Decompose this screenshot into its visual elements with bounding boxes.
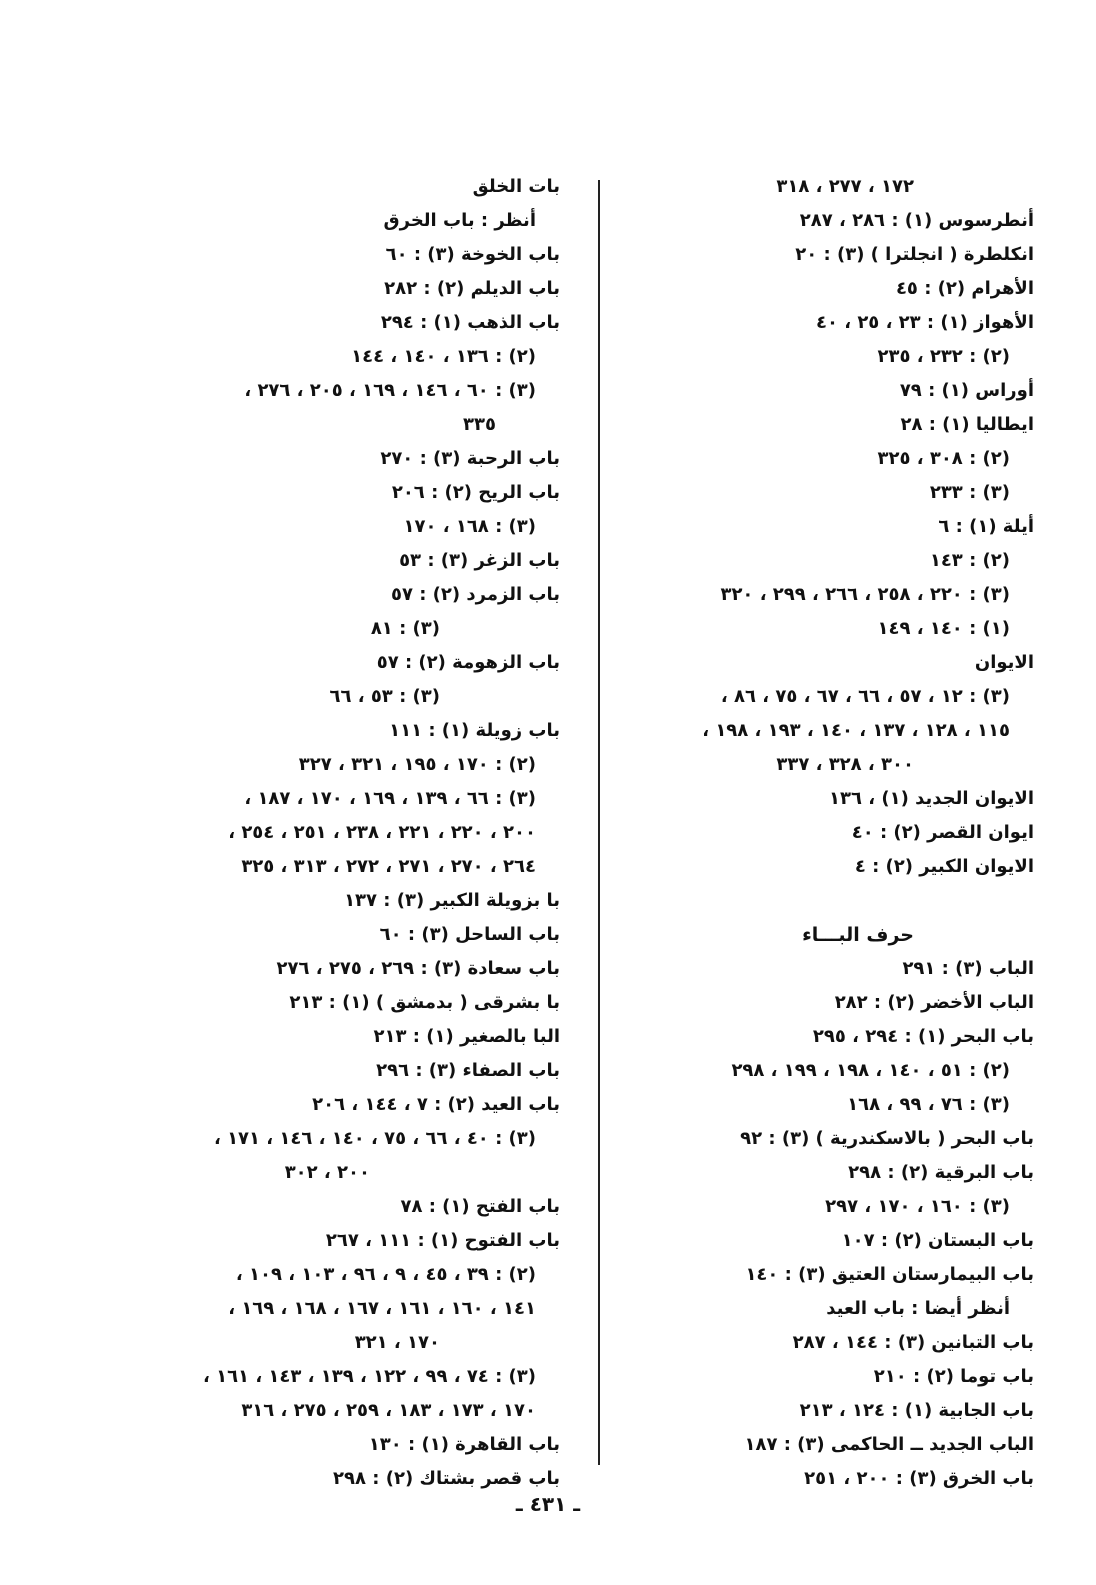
index-line: الباب (٣) : ٢٩١ xyxy=(902,958,1034,979)
index-line: ٢٦٤ ، ٢٧٠ ، ٢٧١ ، ٢٧٢ ، ٣١٣ ، ٣٢٥ xyxy=(241,856,536,877)
index-line: ١١٥ ، ١٢٨ ، ١٣٧ ، ١٤٠ ، ١٩٣ ، ١٩٨ ، xyxy=(702,720,1010,741)
index-line: أنطرسوس (١) : ٢٨٦ ، ٢٨٧ xyxy=(799,210,1034,231)
index-line: (٣) : ٢٢٠ ، ٢٥٨ ، ٢٦٦ ، ٢٩٩ ، ٣٢٠ xyxy=(720,584,1010,605)
index-line: (٣) : ١٦٠ ، ١٧٠ ، ٢٩٧ xyxy=(825,1196,1010,1217)
left-index-column xyxy=(120,170,560,1496)
index-line: ايطاليا (١) : ٢٨ xyxy=(900,414,1034,435)
index-line: (٢) : ١٧٠ ، ١٩٥ ، ٣٢١ ، ٣٢٧ xyxy=(298,754,536,775)
index-line: ايوان القصر (٢) : ٤٠ xyxy=(851,822,1034,843)
index-line: ٢٠٠ ، ٣٠٢ xyxy=(284,1162,370,1183)
index-line: ١٧٠ ، ٣٢١ xyxy=(354,1332,440,1353)
index-line: (٣) : ٢٣٣ xyxy=(929,482,1010,503)
index-line: (٣) : ٦٦ ، ١٣٩ ، ١٦٩ ، ١٧٠ ، ١٨٧ ، xyxy=(244,788,536,809)
index-line: الايوان الجديد (١) ، ١٣٦ xyxy=(829,788,1034,809)
index-line: (١) : ١٤٠ ، ١٤٩ xyxy=(877,618,1010,639)
index-line: (٣) : ٧٤ ، ٩٩ ، ١٢٢ ، ١٣٩ ، ١٤٣ ، ١٦١ ، xyxy=(202,1366,536,1387)
index-line: باب الساحل (٣) : ٦٠ xyxy=(379,924,560,945)
index-line: باب البرقية (٢) : ٢٩٨ xyxy=(848,1162,1034,1183)
index-line: باب الصفاء (٣) : ٢٩٦ xyxy=(376,1060,560,1081)
page-number: ـ ٤٣١ ـ xyxy=(515,1492,581,1516)
index-line: باب الزهومة (٢) : ٥٧ xyxy=(376,652,560,673)
index-line: ٣٠٠ ، ٣٢٨ ، ٣٣٧ xyxy=(776,754,914,775)
section-heading: حرف البـــاء xyxy=(802,924,914,946)
right-entries-before-heading xyxy=(574,170,1034,884)
column-divider xyxy=(598,180,600,1465)
index-line: أنظر أيضا : باب العيد xyxy=(826,1298,1010,1319)
index-line: بات الخلق xyxy=(472,176,560,197)
index-line: باب سعادة (٣) : ٢٦٩ ، ٢٧٥ ، ٢٧٦ xyxy=(276,958,560,979)
index-line: باب البحر ( بالاسكندرية ) (٣) : ٩٢ xyxy=(740,1128,1034,1149)
index-line: باب الذهب (١) : ٢٩٤ xyxy=(380,312,560,333)
index-line: ١٧٢ ، ٢٧٧ ، ٣١٨ xyxy=(776,176,914,197)
index-line: (٣) : ٦٠ ، ١٤٦ ، ١٦٩ ، ٢٠٥ ، ٢٧٦ ، xyxy=(244,380,536,401)
index-line: (٣) : ٨١ xyxy=(370,618,440,639)
index-line: باب الخرق (٣) : ٢٠٠ ، ٢٥١ xyxy=(804,1468,1034,1489)
index-line: باب البحر (١) : ٢٩٤ ، ٢٩٥ xyxy=(812,1026,1034,1047)
index-line: باب الخوخة (٣) : ٦٠ xyxy=(385,244,560,265)
index-line: أوراس (١) : ٧٩ xyxy=(899,380,1034,401)
index-line: باب البيمارستان العتيق (٣) : ١٤٠ xyxy=(745,1264,1034,1285)
index-line: ٣٣٥ xyxy=(463,414,496,435)
index-line: باب البستان (٢) : ١٠٧ xyxy=(841,1230,1034,1251)
index-line: الأهواز (١) : ٢٣ ، ٢٥ ، ٤٠ xyxy=(815,312,1034,333)
index-line: (٢) : ٥١ ، ١٤٠ ، ١٩٨ ، ١٩٩ ، ٢٩٨ xyxy=(731,1060,1010,1081)
left-entries xyxy=(120,170,560,1496)
index-line: باب الفتح (١) : ٧٨ xyxy=(400,1196,560,1217)
index-line: باب التبانين (٣) : ١٤٤ ، ٢٨٧ xyxy=(792,1332,1034,1353)
index-line: (٢) : ٣٩ ، ٤٥ ، ٩ ، ٩٦ ، ١٠٣ ، ١٠٩ ، xyxy=(235,1264,536,1285)
index-line: أنظر : باب الخرق xyxy=(383,210,536,231)
index-line: الباب الأخضر (٢) : ٢٨٢ xyxy=(834,992,1034,1013)
index-line: باب الجابية (١) : ١٢٤ ، ٢١٣ xyxy=(799,1400,1034,1421)
index-line: أيلة (١) : ٦ xyxy=(938,516,1034,537)
index-line: باب الديلم (٢) : ٢٨٢ xyxy=(384,278,560,299)
index-line: (٢) : ٢٣٢ ، ٢٣٥ xyxy=(877,346,1010,367)
index-line: الباب الجديد ــ الحاكمى (٣) : ١٨٧ xyxy=(744,1434,1034,1455)
index-line: باب القاهرة (١) : ١٣٠ xyxy=(368,1434,560,1455)
index-line: ٢٠٠ ، ٢٢٠ ، ٢٢١ ، ٢٣٨ ، ٢٥١ ، ٢٥٤ ، xyxy=(228,822,536,843)
index-line: باب قصر بشتاك (٢) : ٢٩٨ xyxy=(333,1468,560,1489)
index-line: الأهرام (٢) : ٤٥ xyxy=(895,278,1034,299)
index-line: (٢) : ١٣٦ ، ١٤٠ ، ١٤٤ xyxy=(351,346,536,367)
index-line: باب توما (٢) : ٢١٠ xyxy=(873,1366,1034,1387)
index-line: (٢) : ١٤٣ xyxy=(929,550,1010,571)
index-line: باب الزمرد (٢) : ٥٧ xyxy=(390,584,560,605)
index-line: با بزويلة الكبير (٣) : ١٣٧ xyxy=(344,890,560,911)
index-line: انكلطرة ( انجلترا ) (٣) : ٢٠ xyxy=(795,244,1034,265)
index-line: با بشرقى ( بدمشق ) (١) : ٢١٣ xyxy=(289,992,560,1013)
index-line: الايوان xyxy=(974,652,1034,673)
index-line: (٢) : ٣٠٨ ، ٣٢٥ xyxy=(877,448,1010,469)
index-line: باب الزغر (٣) : ٥٣ xyxy=(399,550,560,571)
index-line: الايوان الكبير (٢) : ٤ xyxy=(854,856,1034,877)
index-line: باب الرحبة (٣) : ٢٧٠ xyxy=(380,448,560,469)
index-line: باب العيد (٢) : ٧ ، ١٤٤ ، ٢٠٦ xyxy=(312,1094,560,1115)
index-line: ١٤١ ، ١٦٠ ، ١٦١ ، ١٦٧ ، ١٦٨ ، ١٦٩ ، xyxy=(228,1298,536,1319)
right-index-column xyxy=(574,170,1034,1496)
index-line: البا بالصغير (١) : ٢١٣ xyxy=(373,1026,560,1047)
index-line: باب الفتوح (١) : ١١١ ، ٢٦٧ xyxy=(325,1230,560,1251)
index-line: (٣) : ٥٣ ، ٦٦ xyxy=(329,686,440,707)
index-line: (٣) : ١٢ ، ٥٧ ، ٦٦ ، ٦٧ ، ٧٥ ، ٨٦ ، xyxy=(720,686,1010,707)
right-entries-after-heading xyxy=(574,952,1034,1496)
index-line: (٣) : ١٦٨ ، ١٧٠ xyxy=(403,516,536,537)
index-line: (٣) : ٤٠ ، ٦٦ ، ٧٥ ، ١٤٠ ، ١٤٦ ، ١٧١ ، xyxy=(213,1128,536,1149)
index-line: باب زويلة (١) : ١١١ xyxy=(389,720,560,741)
index-line: ١٧٠ ، ١٧٣ ، ١٨٣ ، ٢٥٩ ، ٢٧٥ ، ٣١٦ xyxy=(241,1400,536,1421)
index-line: (٣) : ٧٦ ، ٩٩ ، ١٦٨ xyxy=(847,1094,1010,1115)
index-line: باب الريح (٢) : ٢٠٦ xyxy=(391,482,560,503)
